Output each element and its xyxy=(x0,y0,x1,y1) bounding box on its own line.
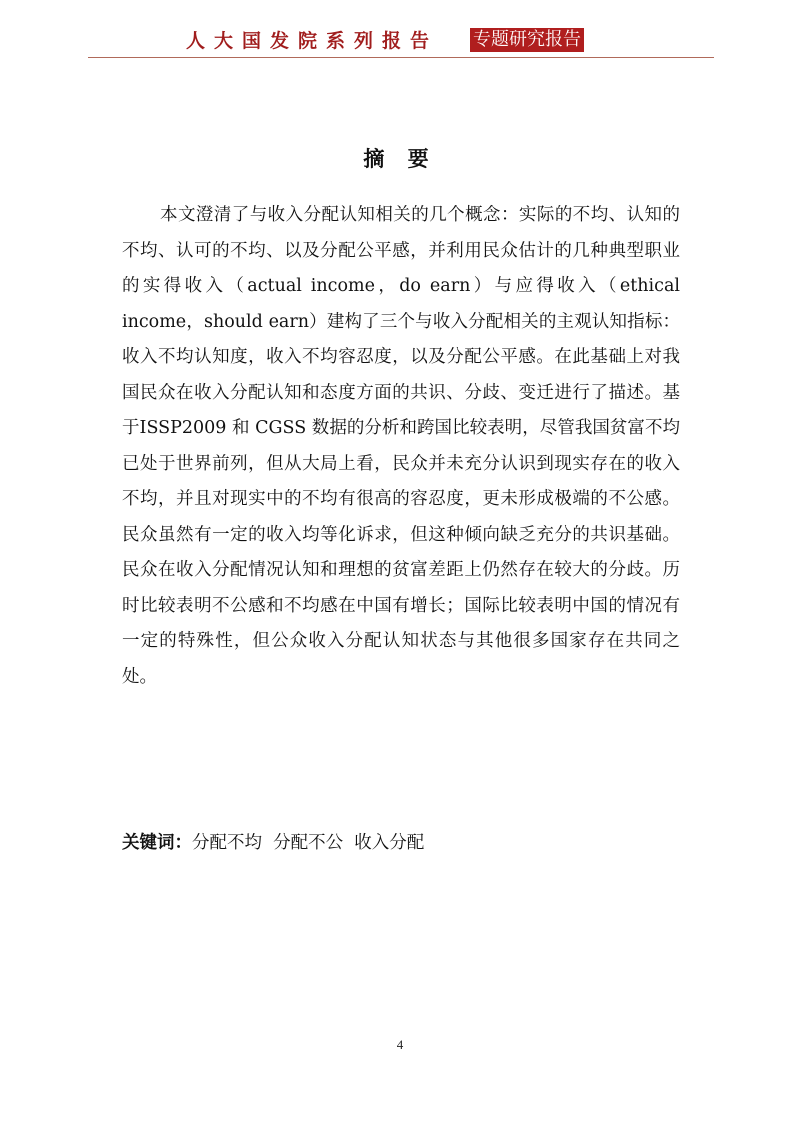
keywords-line xyxy=(122,830,680,856)
page-header xyxy=(0,0,800,60)
keywords-values: 分配不均 分配不公 收入分配 xyxy=(192,833,425,853)
abstract-body: 本文澄清了与收入分配认知相关的几个概念：实际的不均、认知的不均、认可的不均、以及分配公平感，并利用民众估计的几种典型职业的实得收入（actual income，do earn）与应得收入（ethical income，should earn）建构了三个与收入分配相关的主观认知指标：收入不均认知度，收入不均容忍度，以及分配公平感。在此基础上对我国民众在收入分配认知和态度方面的共识、分歧、变迁进行了描述。基于ISSP2009 和 CGSS 数据的分析和跨国比较表明，尽管我国贫富不均已处于世界前列，但从大局上看，民众并未充分认识到现实存在的收入不均，并且对现实中的不均有很高的容忍度，更未形成极端的不公感。民众虽然有一定的收入均等化诉求，但这种倾向缺乏充分的共识基础。民众在收入分配情况认知和理想的贫富差距上仍然存在较大的分歧。历时比较表明不公感和不均感在中国有增长；国际比较表明中国的情况有一定的特殊性，但公众收入分配认知状态与其他很多国家存在共同之处。 xyxy=(122,205,680,687)
report-type-badge: 专题研究报告 xyxy=(470,28,584,52)
series-title: 人大国发院系列报告 xyxy=(186,30,439,52)
abstract-heading: 摘 要 xyxy=(363,147,437,171)
keywords-label: 关键词： xyxy=(122,833,192,853)
header-divider xyxy=(88,57,714,58)
page-number: 4 xyxy=(396,1037,404,1052)
